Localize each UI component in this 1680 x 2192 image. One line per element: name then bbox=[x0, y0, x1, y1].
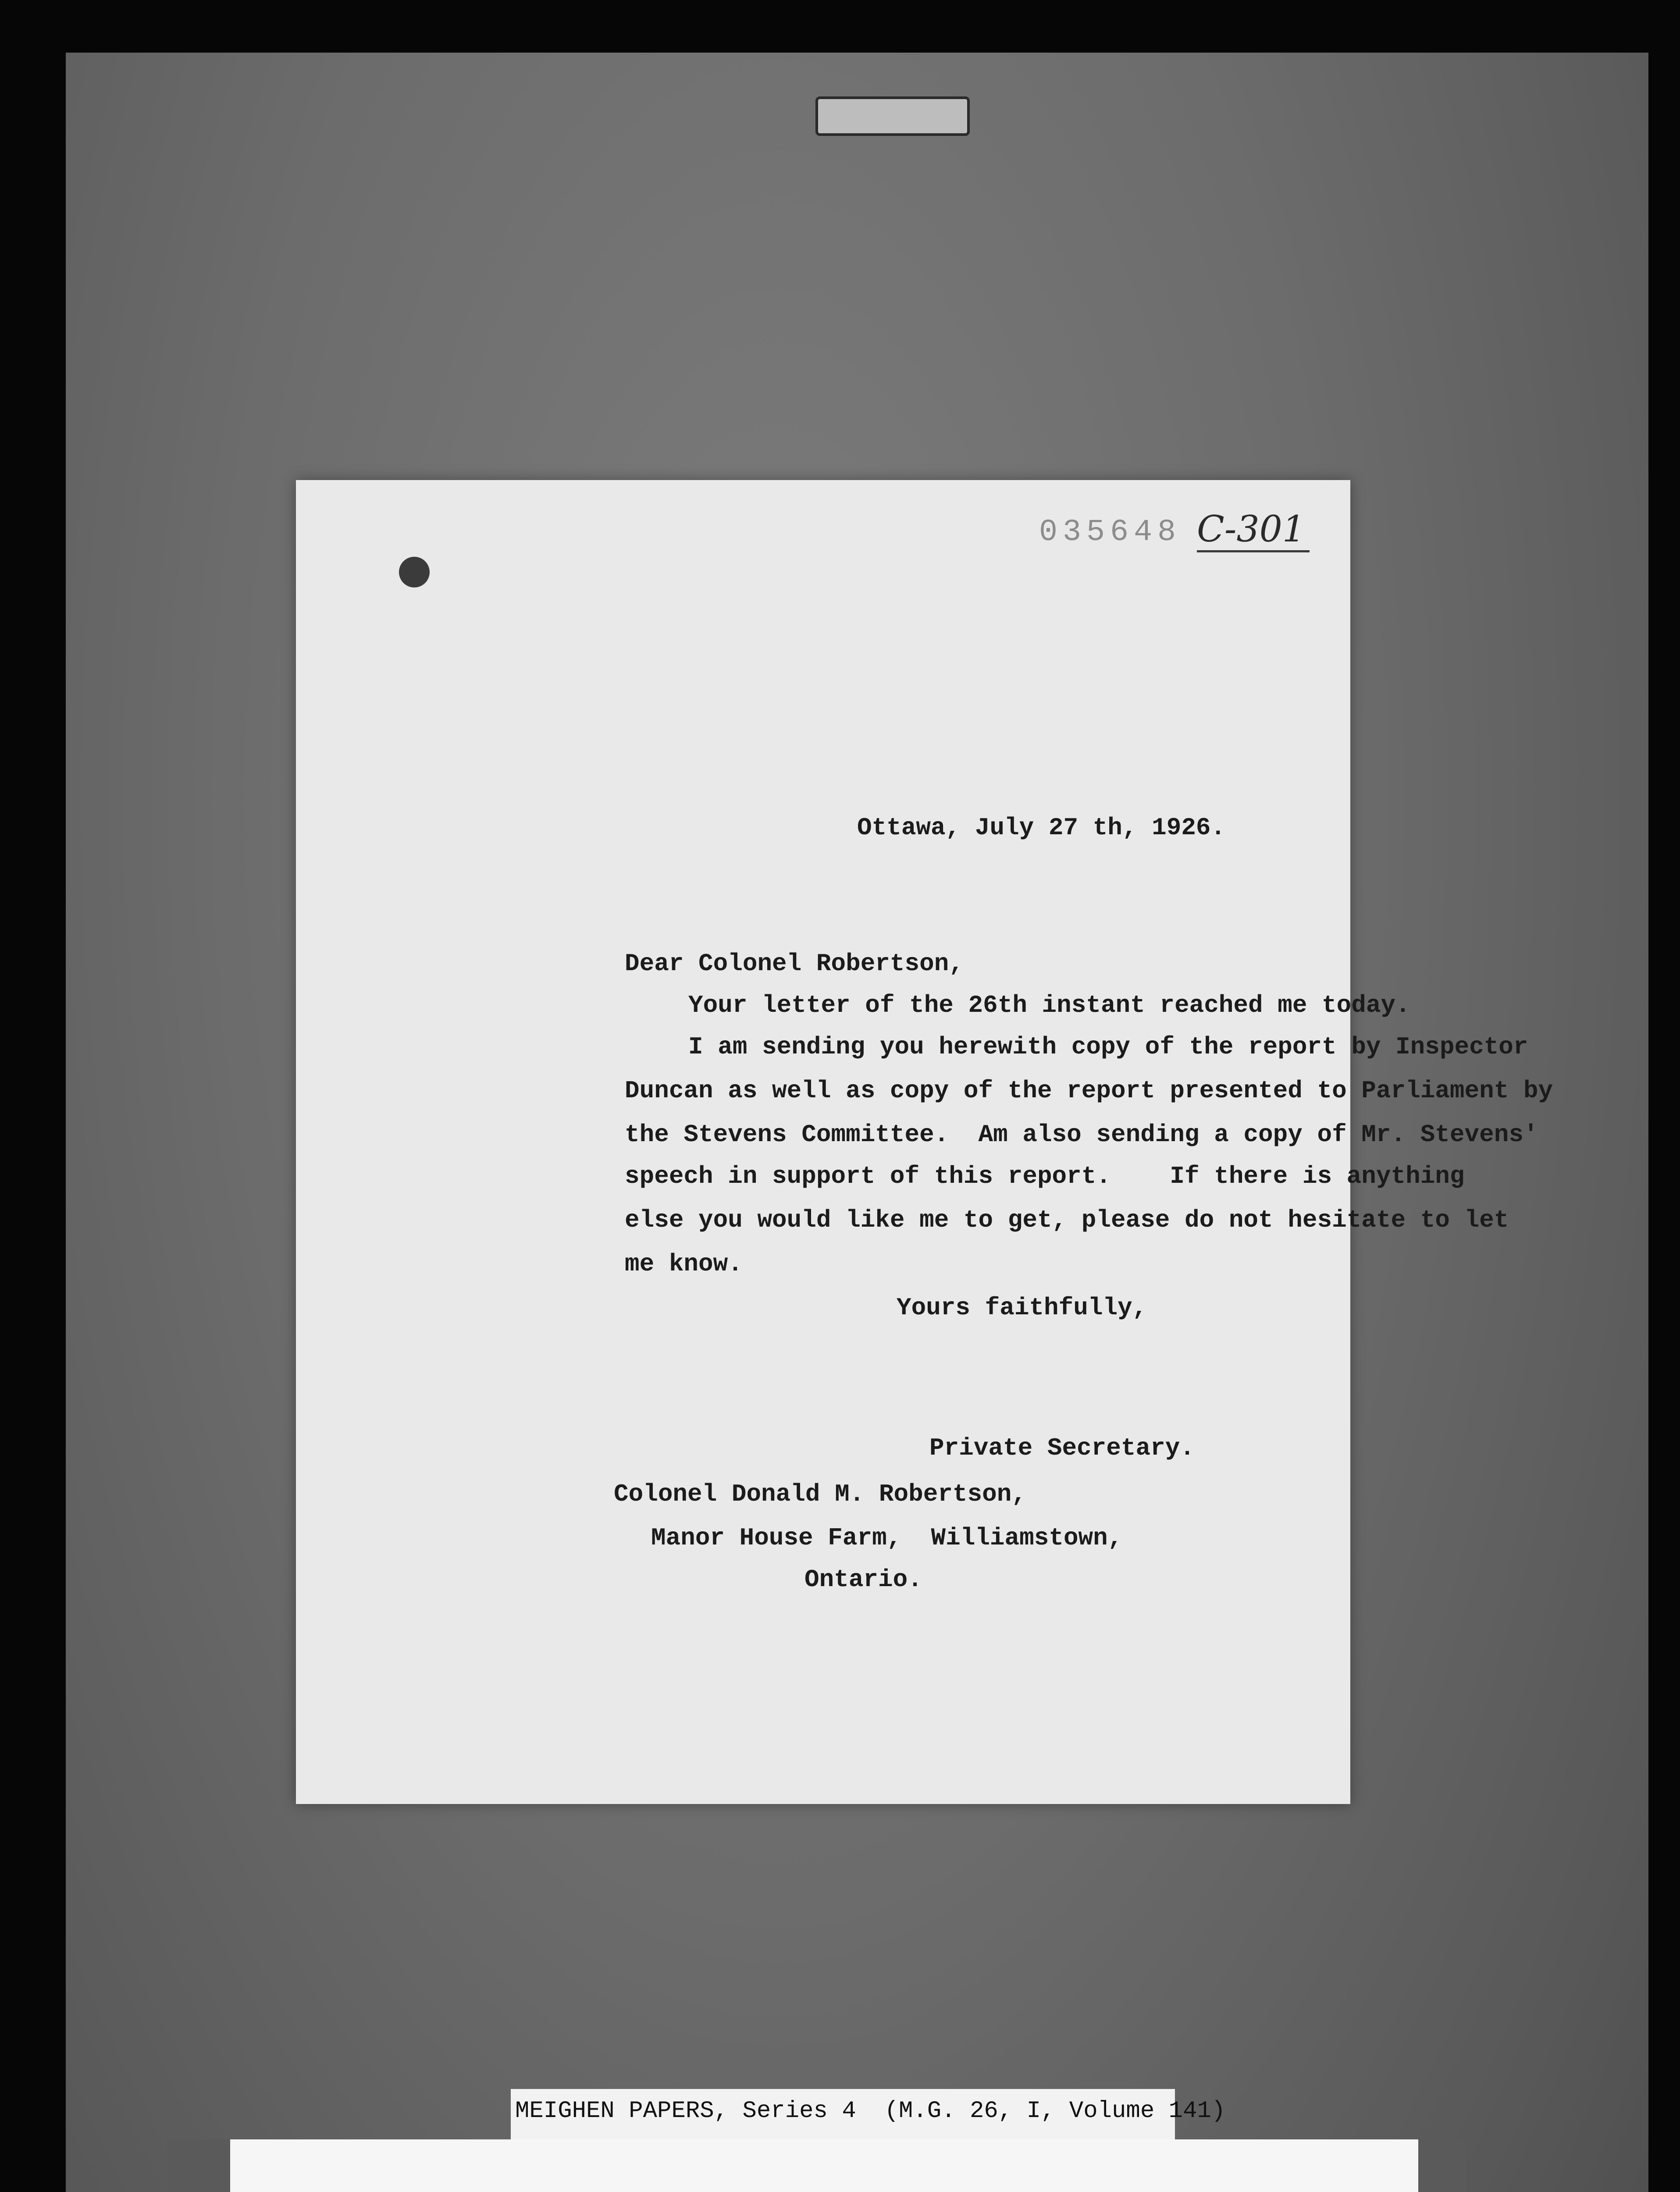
address-line: Manor House Farm, Williamstown, bbox=[651, 1524, 1123, 1552]
body-line: I am sending you herewith copy of the report by Inspector bbox=[688, 1033, 1528, 1061]
address-line: Colonel Donald M. Robertson, bbox=[614, 1480, 1026, 1508]
address-line: Ontario. bbox=[804, 1566, 922, 1594]
punch-hole bbox=[399, 557, 430, 587]
document-stamp-number: 035648 bbox=[1039, 515, 1182, 550]
signature-title: Private Secretary. bbox=[929, 1434, 1195, 1462]
body-line: speech in support of this report. If there is anything bbox=[625, 1162, 1465, 1190]
closing: Yours faithfully, bbox=[897, 1294, 1147, 1322]
archives-card bbox=[230, 2139, 1418, 2192]
body-line: me know. bbox=[625, 1250, 743, 1278]
card-shadow-left bbox=[167, 2139, 237, 2192]
body-line: Your letter of the 26th instant reached me today. bbox=[688, 991, 1410, 1019]
salutation: Dear Colonel Robertson, bbox=[625, 950, 964, 978]
date-line: Ottawa, July 27 th, 1926. bbox=[857, 814, 1226, 842]
body-line: Duncan as well as copy of the report presented to Parliament by bbox=[625, 1077, 1553, 1105]
body-line: the Stevens Committee. Am also sending a copy of Mr. Stevens' bbox=[625, 1121, 1538, 1149]
mount-clip bbox=[815, 96, 970, 136]
collection-label bbox=[511, 2089, 1226, 2139]
collection-label-text: MEIGHEN PAPERS, Series 4 (M.G. 26, I, Volume 141) bbox=[515, 2098, 1226, 2124]
handwritten-reference: C-301 bbox=[1197, 509, 1310, 552]
body-line: else you would like me to get, please do not hesitate to let bbox=[625, 1206, 1509, 1234]
letter-page bbox=[296, 480, 1553, 1804]
